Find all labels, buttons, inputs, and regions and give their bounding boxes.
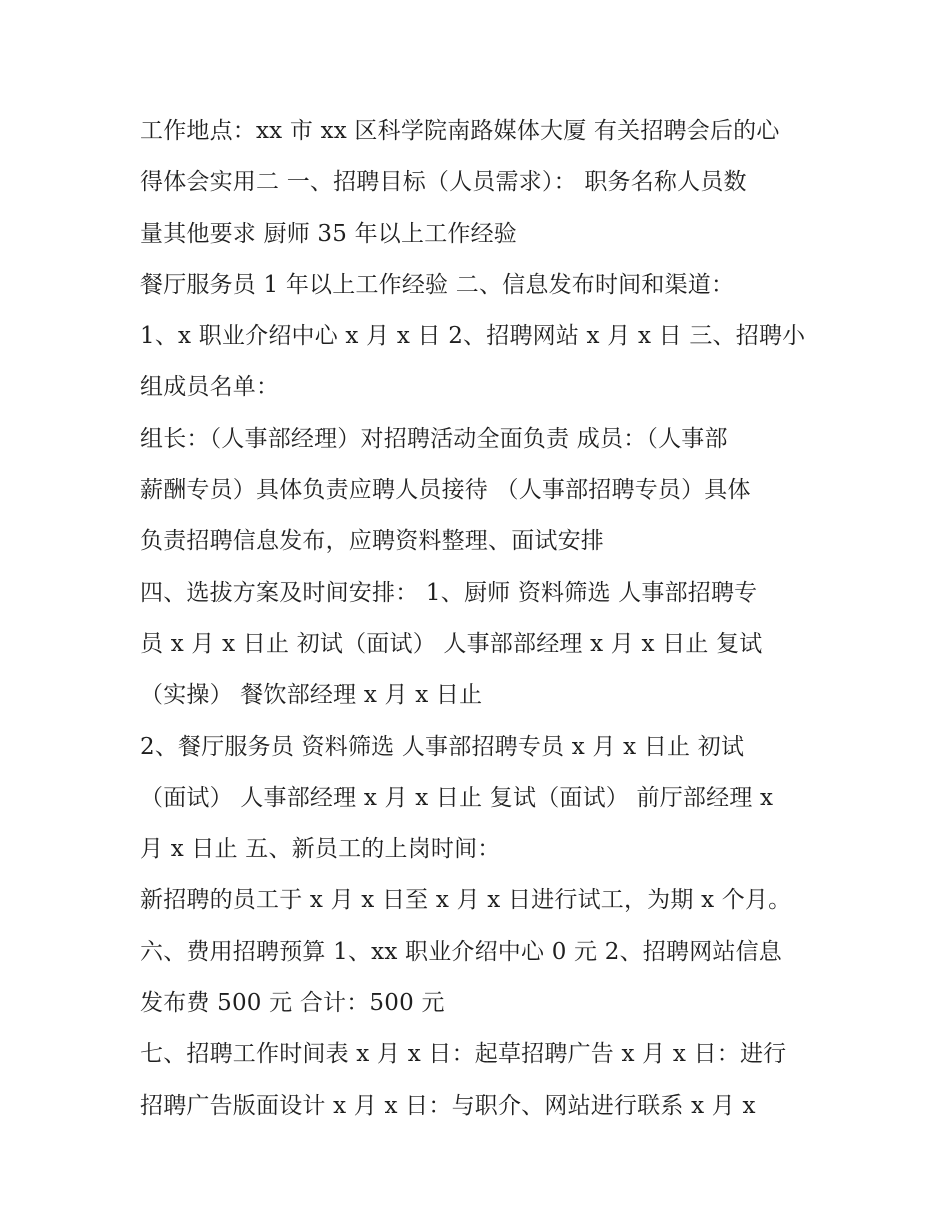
text-line: 餐厅服务员 1 年以上工作经验 二、信息发布时间和渠道：	[140, 271, 735, 298]
text-line: 月 x 日止 五、新员工的上岗时间：	[140, 836, 501, 863]
text-line: 负责招聘信息发布，应聘资料整理、面试安排	[140, 528, 604, 555]
text-line: 工作地点：xx 市 xx 区科学院南路媒体大厦 有关招聘会后的心	[140, 118, 780, 144]
text-line: 组长：（人事部经理）对招聘活动全面负责 成员：（人事部	[140, 425, 728, 452]
text-line: 得体会实用二 一、招聘目标（人员需求）： 职务名称人员数	[140, 169, 747, 196]
text-line: 组成员名单：	[140, 374, 280, 401]
text-line: 量其他要求 厨师 35 年以上工作经验	[140, 220, 517, 247]
text-line: 七、招聘工作时间表 x 月 x 日：起草招聘广告 x 月 x 日：进行	[140, 1041, 787, 1068]
document-body	[140, 106, 820, 1132]
text-line: 员 x 月 x 日止 初试（面试） 人事部部经理 x 月 x 日止 复试	[140, 630, 763, 657]
text-line: 发布费 500 元 合计：500 元	[140, 990, 445, 1017]
text-line: 2、餐厅服务员 资料筛选 人事部招聘专员 x 月 x 日止 初试	[140, 733, 745, 760]
text-line: 1、x 职业介绍中心 x 月 x 日 2、招聘网站 x 月 x 日 三、招聘小	[140, 323, 806, 350]
text-line: 四、选拔方案及时间安排： 1、厨师 资料筛选 人事部招聘专	[140, 579, 758, 606]
text-line: 新招聘的员工于 x 月 x 日至 x 月 x 日进行试工，为期 x 个月。	[140, 887, 792, 914]
text-line: 招聘广告版面设计 x 月 x 日：与职介、网站进行联系 x 月 x	[140, 1092, 756, 1119]
text-line: （实操） 餐饮部经理 x 月 x 日止	[140, 682, 483, 709]
text-line: 六、费用招聘预算 1、xx 职业介绍中心 0 元 2、招聘网站信息	[140, 938, 782, 965]
text-line: 薪酬专员）具体负责应聘人员接待 （人事部招聘专员）具体	[140, 477, 751, 504]
text-line: （面试） 人事部经理 x 月 x 日止 复试（面试） 前厅部经理 x	[140, 784, 774, 811]
